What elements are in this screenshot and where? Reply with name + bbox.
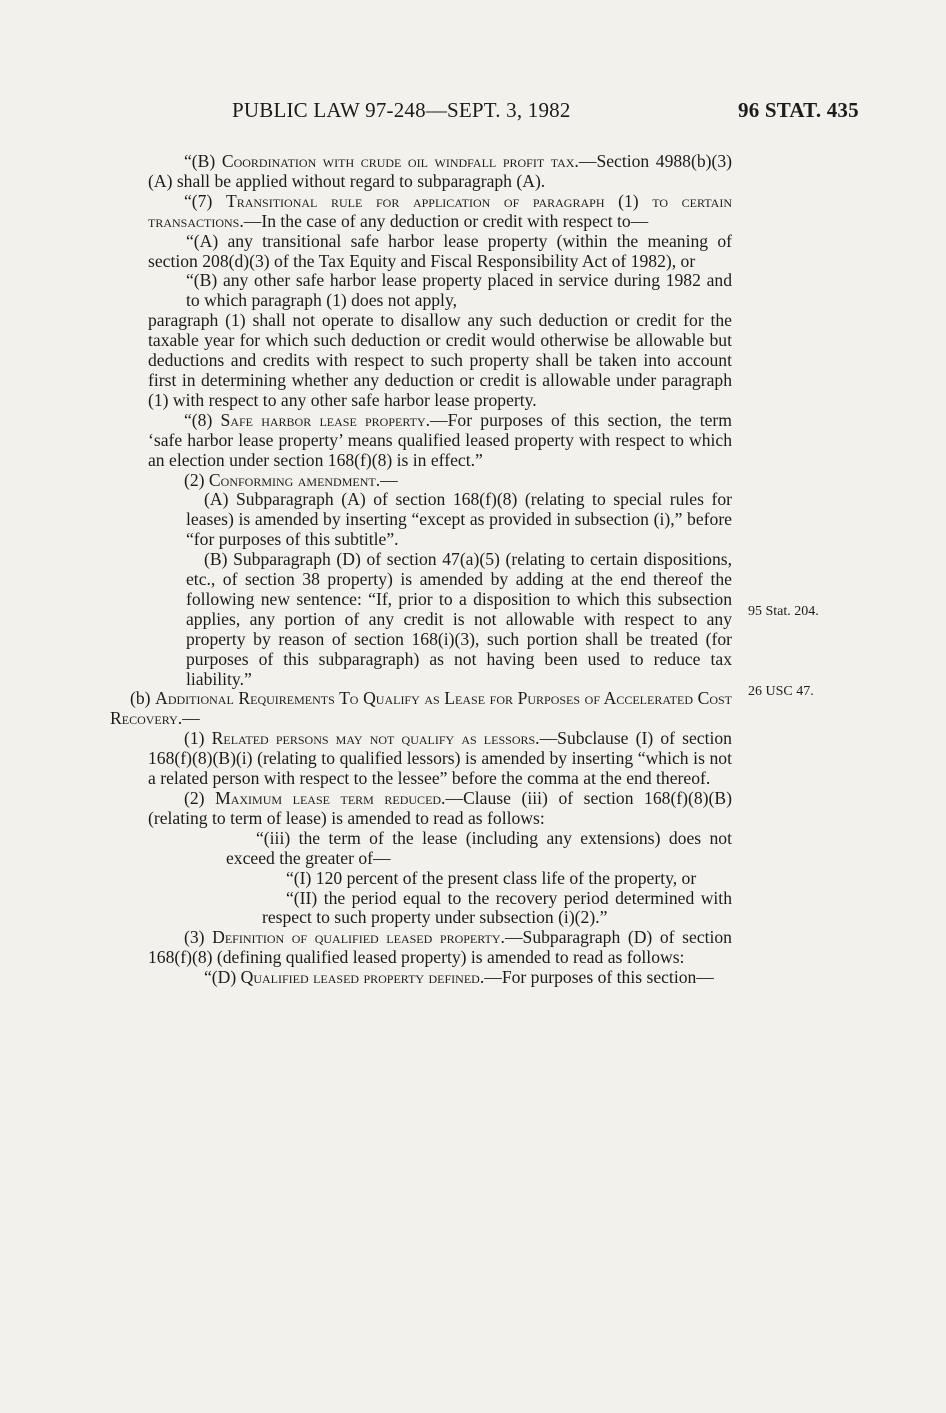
paragraph: (A) Subparagraph (A) of section 168(f)(8) (relating to special rules for leases) is amended by inserting “except as provided in subsection (i),” before “for purposes of this subtitle”.	[186, 489, 732, 550]
paragraph: “(A) any transitional safe harbor lease property (within the meaning of section 208(d)(3) of the Tax Equity and Fiscal Responsibility Act of 1982), or	[148, 230, 732, 271]
paragraph: (3) Definition of qualified leased property.—Subparagraph (D) of section 168(f)(8) (defining qualified leased property) is amended to read as follows:	[148, 927, 732, 968]
paragraph: (b) Additional Requirements To Qualify as Lease for Purposes of Accelerated Cost Recovery.—	[110, 688, 732, 729]
paragraph: “(II) the period equal to the recovery period determined with respect to such property under subsection (i)(2).”	[262, 887, 732, 928]
paragraph: paragraph (1) shall not operate to disallow any such deduction or credit for the taxable year for which such deduction or credit would otherwise be allowable but deductions and credits with respect to such property shall be taken into account first in determining whether any deduction or credit is allowable under paragraph (1) with respect to any other safe harbor lease property.	[148, 310, 732, 410]
paragraph: (B) Subparagraph (D) of section 47(a)(5) (relating to certain dispositions, etc., of section 38 property) is amended by adding at the end thereof the following new sentence: “If, prior to a disposition to which this subsection applies, any portion of any credit is not allowable with respect to any property by reason of section 168(i)(3), such portion shall be treated (for purposes of this subparagraph) as not having been used to reduce tax liability.”	[186, 549, 732, 689]
paragraph: (2) Maximum lease term reduced.—Clause (iii) of section 168(f)(8)(B) (relating to term of lease) is amended to read as follows:	[148, 788, 732, 828]
paragraph: “(7) Transitional rule for application of paragraph (1) to certain transactions.—In the case of any deduction or credit with respect to—	[148, 190, 732, 231]
margin-citation: 95 Stat. 204.	[748, 604, 819, 619]
paragraph: “(iii) the term of the lease (including any extensions) does not exceed the greater of—	[226, 827, 732, 868]
paragraph: (1) Related persons may not qualify as lessors.—Subclause (I) of section 168(f)(8)(B)(i) (relating to qualified lessors) is amended by inserting “which is not a related person with respect to the lessee” before the comma at the end thereof.	[148, 728, 732, 789]
margin-citation: 26 USC 47.	[748, 684, 814, 699]
paragraph: (2) Conforming amendment.—	[184, 469, 398, 490]
paragraph: “(8) Safe harbor lease property.—For purposes of this section, the term ‘safe harbor lease property’ means qualified leased property with respect to which an election under section 168(f)(8) is in effect.”	[148, 409, 732, 470]
paragraph: “(B) Coordination with crude oil windfall profit tax.—Section 4988(b)(3)(A) shall be applied without regard to subparagraph (A).	[148, 151, 732, 191]
running-header-stat: 96 STAT. 435	[738, 98, 859, 122]
paragraph: “(I) 120 percent of the present class life of the property, or	[286, 867, 697, 888]
paragraph: “(D) Qualified leased property defined.—For purposes of this section—	[204, 967, 714, 988]
statute-text	[110, 152, 732, 988]
paragraph: “(B) any other safe harbor lease property placed in service during 1982 and to which paragraph (1) does not apply,	[186, 270, 732, 311]
running-header-title: PUBLIC LAW 97-248—SEPT. 3, 1982	[232, 98, 571, 122]
